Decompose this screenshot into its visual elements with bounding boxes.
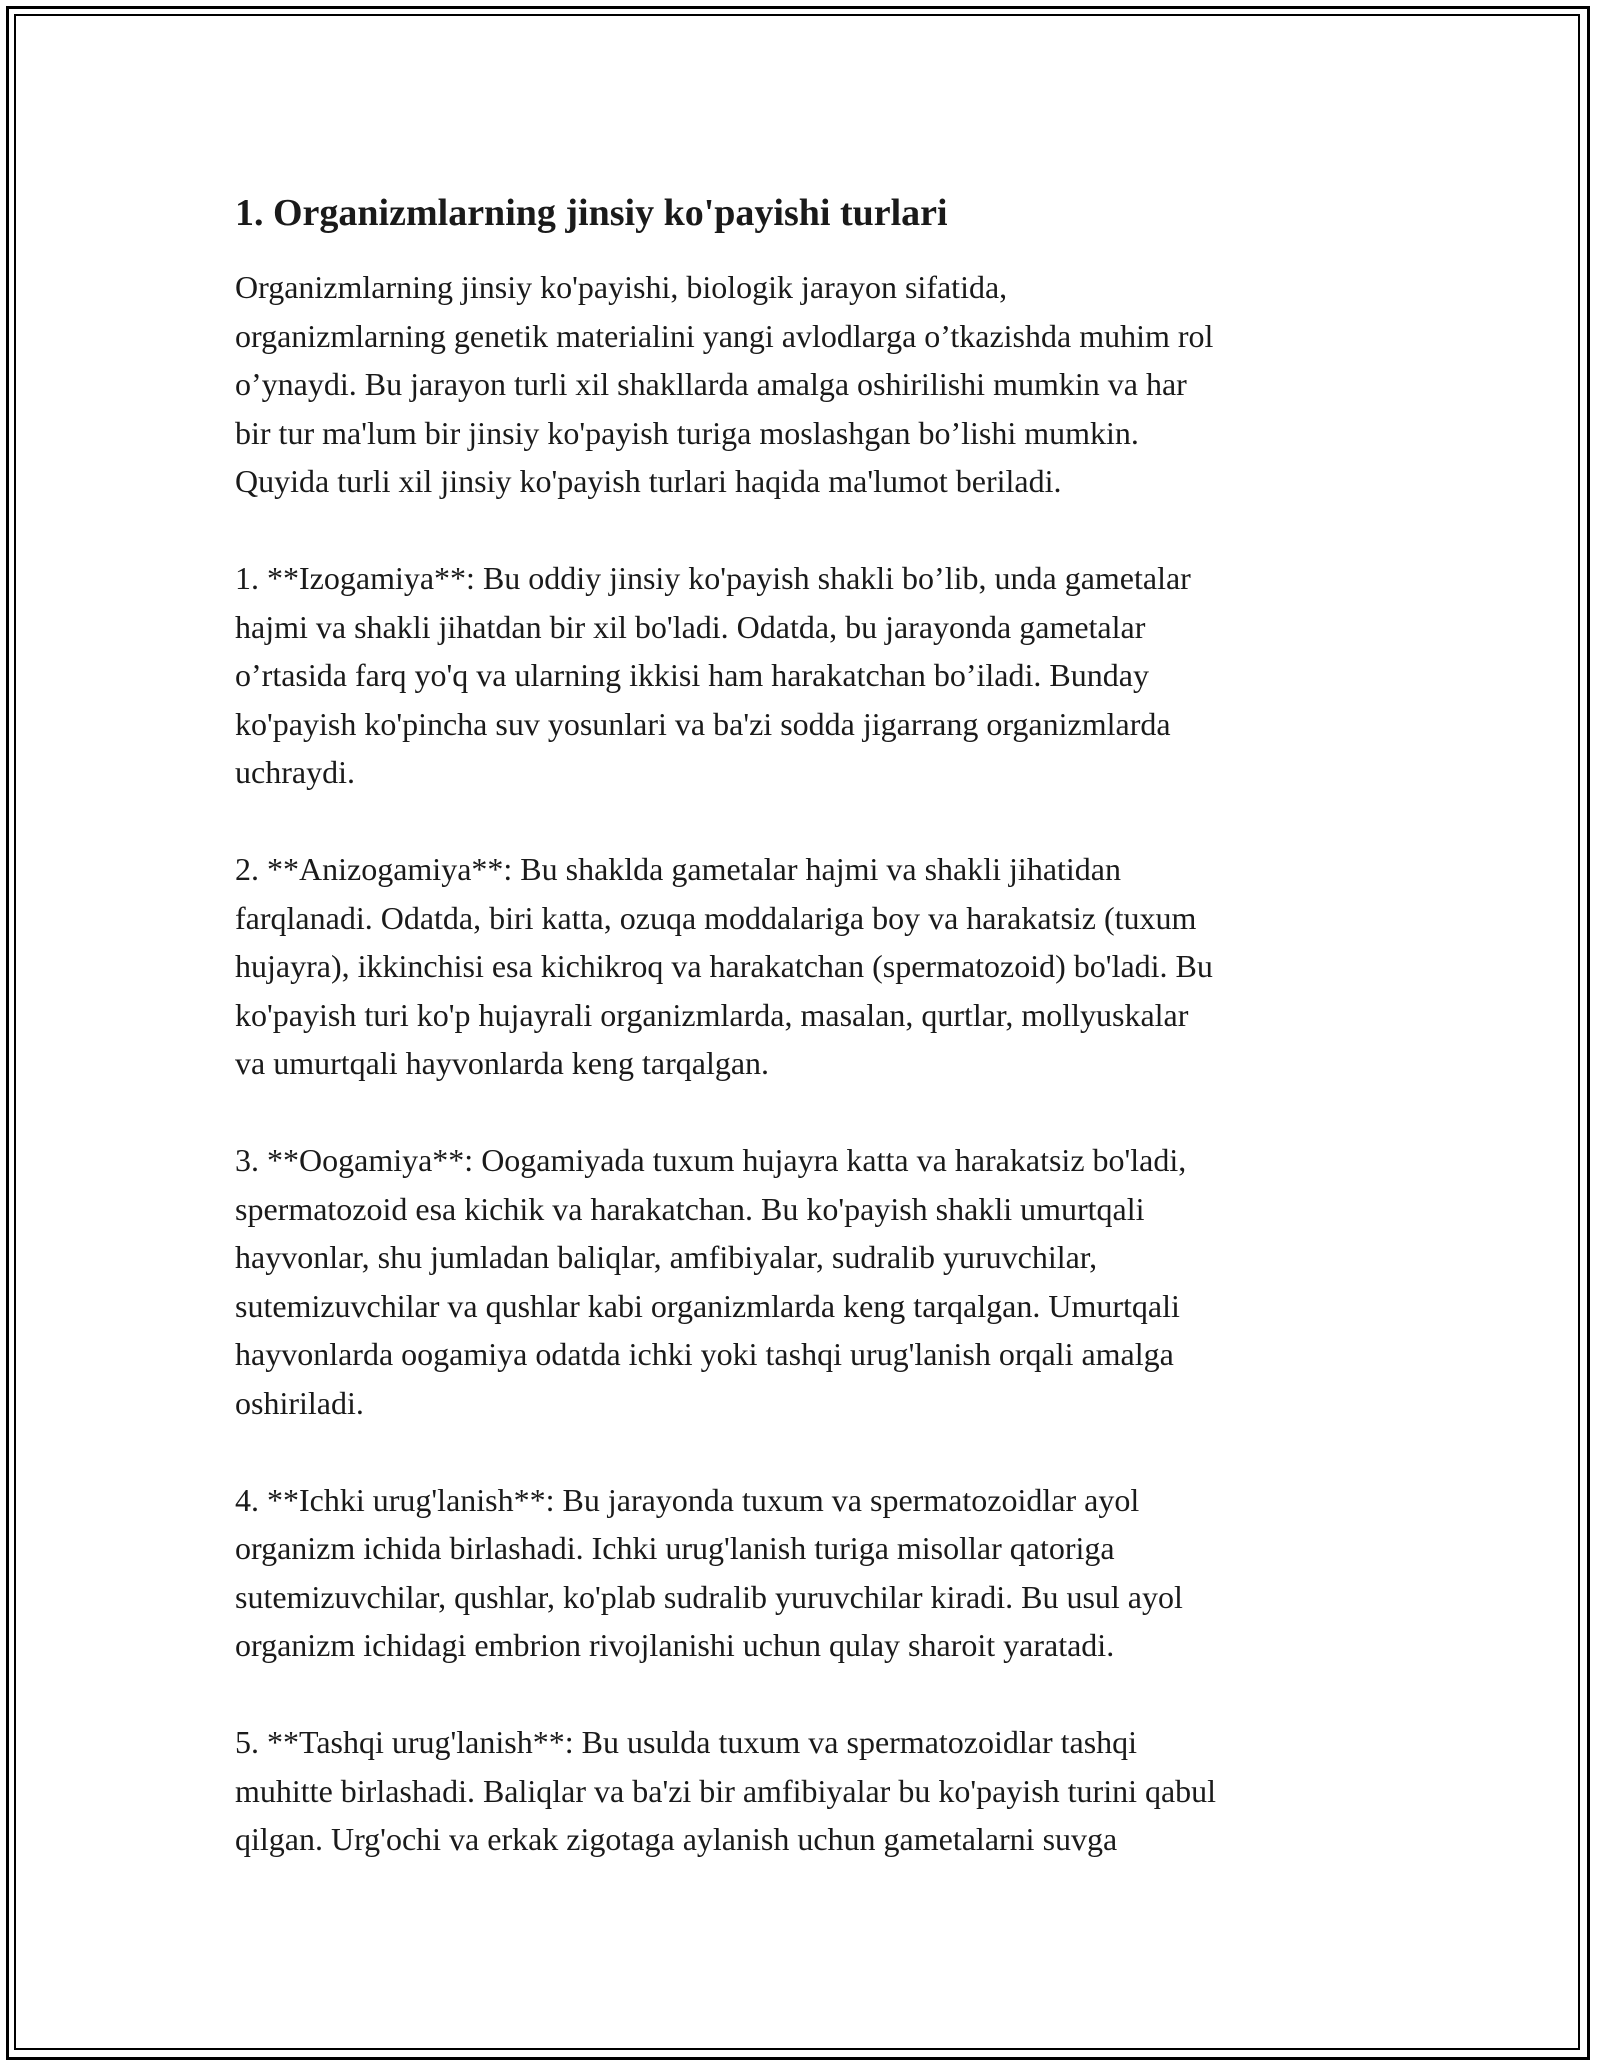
- paragraph-line: hajmi va shakli jihatdan bir xil bo'ladi. Odatda, bu jarayonda gametalar: [235, 608, 1146, 645]
- paragraph-line: o’rtasida farq yo'q va ularning ikkisi ham harakatchan bo’iladi. Bunday: [235, 657, 1149, 693]
- paragraph: [235, 1718, 1370, 1864]
- paragraph: [235, 554, 1370, 797]
- paragraph-line: organizmlarning genetik materialini yangi avlodlarga o’tkazishda muhim rol: [235, 317, 1214, 354]
- paragraph: [235, 845, 1370, 1088]
- paragraph-list: [235, 263, 1370, 1864]
- paragraph-line: muhitte birlashadi. Baliqlar va ba'zi bir amfibiyalar bu ko'payish turini qabul: [235, 1772, 1217, 1809]
- paragraph-line: spermatozoid esa kichik va harakatchan. Bu ko'payish shakli umurtqali: [235, 1190, 1145, 1227]
- paragraph-line: 5. **Tashqi urug'lanish**: Bu usulda tuxum va spermatozoidlar tashqi: [235, 1724, 1138, 1760]
- paragraph-line: 2. **Anizogamiya**: Bu shaklda gametalar hajmi va shakli jihatidan: [235, 851, 1121, 887]
- paragraph-line: farqlanadi. Odatda, biri katta, ozuqa moddalariga boy va harakatsiz (tuxum: [235, 899, 1197, 936]
- paragraph-line: hayvonlarda oogamiya odatda ichki yoki tashqi urug'lanish orqali amalga: [235, 1336, 1174, 1372]
- paragraph-line: sutemizuvchilar va qushlar kabi organizmlarda keng tarqalgan. Umurtqali: [235, 1287, 1180, 1324]
- paragraph-line: ko'payish turi ko'p hujayrali organizmlarda, masalan, qurtlar, mollyuskalar: [235, 996, 1189, 1033]
- paragraph-line: organizm ichidagi embrion rivojlanishi uchun qulay sharoit yaratadi.: [235, 1627, 1115, 1663]
- paragraph-line: qilgan. Urg'ochi va erkak zigotaga aylanish uchun gametalarni suvga: [235, 1821, 1118, 1857]
- paragraph-line: uchraydi.: [235, 754, 355, 790]
- paragraph-line: organizm ichida birlashadi. Ichki urug'lanish turiga misollar qatoriga: [235, 1530, 1115, 1566]
- paragraph-line: 4. **Ichki urug'lanish**: Bu jarayonda tuxum va spermatozoidlar ayol: [235, 1481, 1140, 1518]
- paragraph-line: bir tur ma'lum bir jinsiy ko'payish turiga moslashgan bo’lishi mumkin.: [235, 414, 1139, 451]
- paragraph: [235, 1136, 1370, 1427]
- paragraph-line: 1. **Izogamiya**: Bu oddiy jinsiy ko'payish shakli bo’lib, unda gametalar: [235, 560, 1191, 596]
- document-body: [235, 185, 1370, 1912]
- paragraph-line: hayvonlar, shu jumladan baliqlar, amfibiyalar, sudralib yuruvchilar,: [235, 1239, 1098, 1275]
- paragraph-line: o’ynaydi. Bu jarayon turli xil shakllarda amalga oshirilishi mumkin va har: [235, 366, 1187, 402]
- paragraph-line: oshiriladi.: [235, 1384, 364, 1421]
- paragraph-line: ko'payish ko'pincha suv yosunlari va ba'zi sodda jigarrang organizmlarda: [235, 705, 1171, 742]
- paragraph-line: 3. **Oogamiya**: Oogamiyada tuxum hujayra katta va harakatsiz bo'ladi,: [235, 1142, 1187, 1178]
- paragraph-line: Quyida turli xil jinsiy ko'payish turlari haqida ma'lumot beriladi.: [235, 463, 1062, 499]
- paragraph-line: sutemizuvchilar, qushlar, ko'plab sudralib yuruvchilar kiradi. Bu usul ayol: [235, 1578, 1183, 1615]
- section-title: 1. Organizmlarning jinsiy ko'payishi turlari: [235, 192, 948, 234]
- paragraph-line: hujayra), ikkinchisi esa kichikroq va harakatchan (spermatozoid) bo'ladi. Bu: [235, 948, 1213, 984]
- paragraph: [235, 1476, 1370, 1670]
- paragraph-line: Organizmlarning jinsiy ko'payishi, biologik jarayon sifatida,: [235, 269, 1008, 305]
- paragraph-line: va umurtqali hayvonlarda keng tarqalgan.: [235, 1045, 770, 1081]
- paragraph: [235, 263, 1370, 506]
